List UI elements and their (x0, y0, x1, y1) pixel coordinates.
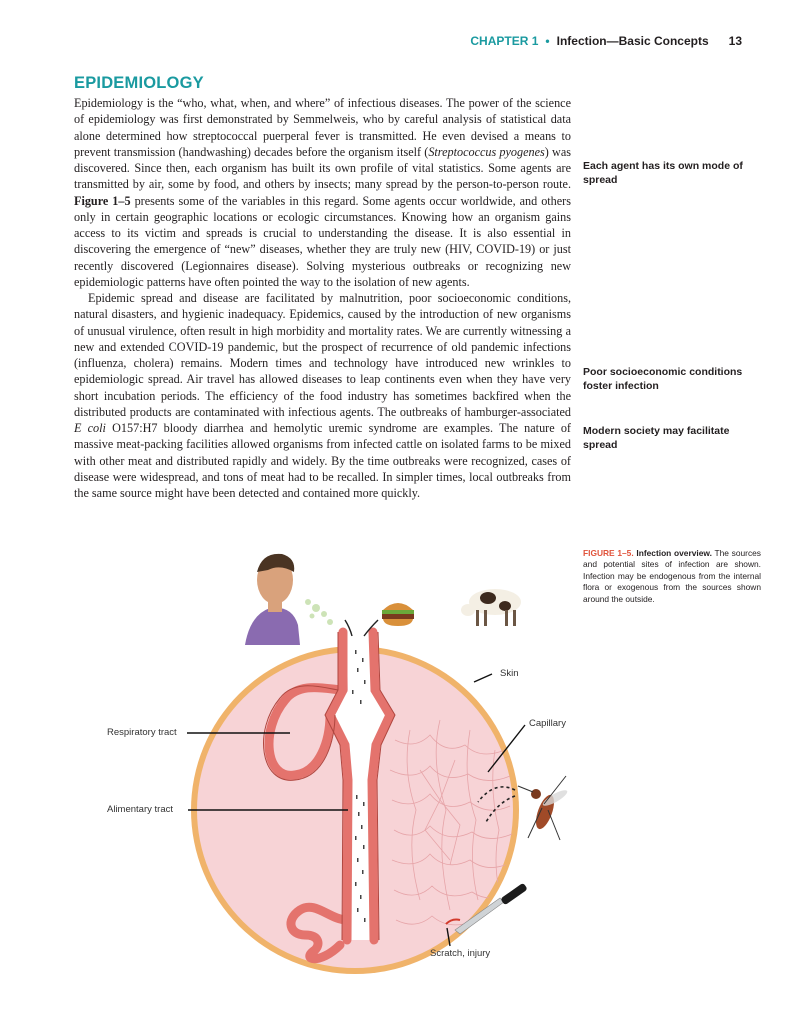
organism-name: Streptococcus pyogenes (428, 144, 545, 159)
hamburger-icon (382, 603, 414, 626)
paragraph-2: Epidemic spread and disease are facilitated by malnutrition, poor socioeconomic conditions, natural disasters, and hygienic inadequacy. Epidemics, caused by the introduction of new organisms of unusual virulence, often result in high morbidity and mortality rates. We are currently witnessing a new and extended COVID-19 pandemic, but the prospect of recurrence of old pandemic infections (influenza, cholera) remains. Modern times and technology have introduced new wrinkles to epidemiologic spread. Air travel has allowed diseases to leap continents even when they have very short incubation periods. The efficiency of the food industry has sometimes backfired when the distributed products are contaminated with infectious agents. The outbreaks of hamburger-associated E coli O157:H7 bloody diarrhea and hemolytic uremic syndrome are examples. The nature of massive meat-packing facilities allowed organisms from infected cattle on isolated farms to be mixed with other meat and distributed rapidly and widely. By the time outbreaks were recognized, cases of disease were widespread, and tons of meat had to be recalled. In simpler times, local outbreaks from the same source might have been detected and contained more quickly. (74, 291, 571, 500)
header-separator: • (545, 34, 550, 48)
chapter-title: Infection—Basic Concepts (556, 34, 709, 48)
infection-overview-figure (0, 540, 789, 1010)
person-icon (245, 554, 300, 645)
margin-note-modern-society: Modern society may facilitate spread (583, 425, 730, 451)
margin-note-socioeconomic: Poor socioeconomic conditions foster infection (583, 366, 743, 392)
label-scratch-injury: Scratch, injury (430, 948, 491, 959)
chapter-number: CHAPTER 1 (470, 34, 539, 48)
body-text (74, 95, 571, 501)
infection-diagram (0, 540, 789, 1010)
figure-caption-text: The sources and potential sites of infection are shown. Infection may be endogenous from the internal flora or exogenous from the sources shown around the outside. (583, 548, 761, 604)
margin-note-spread: Each agent has its own mode of spread (583, 160, 743, 186)
mosquito-icon (518, 776, 569, 840)
page-number: 13 (728, 34, 742, 48)
figure-number: FIGURE 1–5. (583, 548, 634, 558)
paragraph-1: Epidemiology is the “who, what, when, and where” of infectious diseases. The power of the science of epidemiology was first demonstrated by Semmelweis, who by careful analysis of statistical data alone determined how streptococcal puerperal fever is transmitted. He even devised a means to prevent transmission (handwashing) decades before the organism itself (Streptococcus pyogenes) was discovered. Since then, each organism has built its own profile of vital statistics. Some agents are transmitted by air, some by food, and others by insects; many spread by the person-to-person route. Figure 1–5 presents some of the variables in this regard. Some agents occur worldwide, and others only in certain geographic locations or ecologic circumstances. Knowing how an organism gains access to its victim and spreads is crucial to understanding the disease. It is also essential in discovering the emergence of “new” diseases, whether they are truly new (HIV, COVID-19) or just recently discovered (Legionnaires disease). Solving mysterious outbreaks or recognizing new epidemiologic patterns have often pointed the way to the isolation of new agents. (74, 96, 571, 289)
label-respiratory-tract: Respiratory tract (107, 727, 177, 738)
organism-name: E coli (74, 421, 106, 435)
label-capillary: Capillary (529, 718, 566, 729)
label-alimentary-tract: Alimentary tract (107, 804, 173, 815)
figure-reference[interactable]: Figure 1–5 (74, 193, 131, 208)
running-header (470, 34, 742, 48)
aerosol-spray (305, 599, 333, 625)
cow-icon (461, 589, 521, 626)
section-title: EPIDEMIOLOGY (74, 74, 204, 92)
figure-title: Infection overview. (636, 548, 712, 558)
label-skin: Skin (500, 668, 519, 679)
